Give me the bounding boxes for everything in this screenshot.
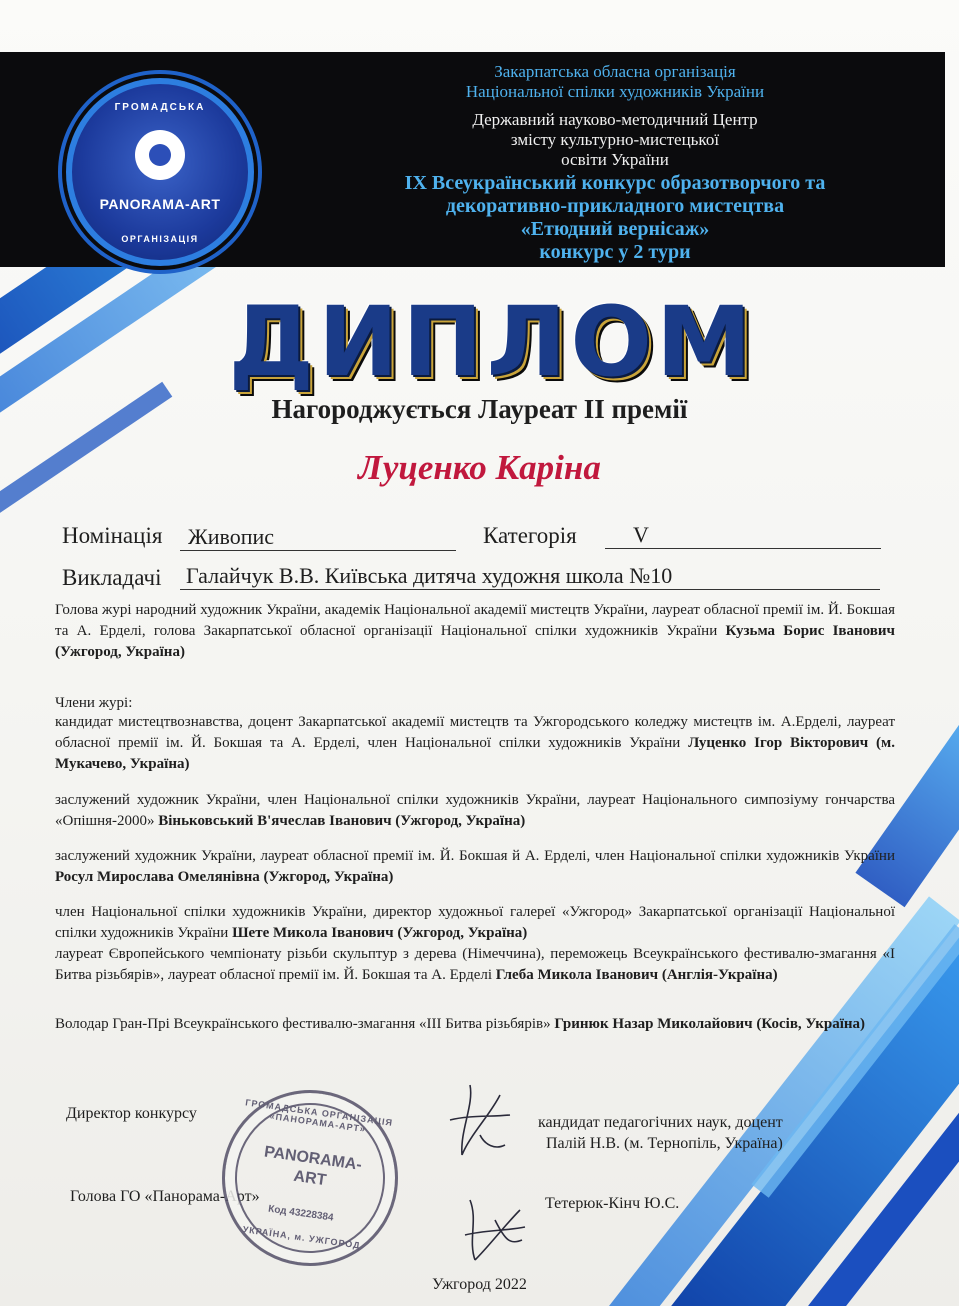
- stamp-city: УКРАЇНА, м. УЖГОРОД: [242, 1224, 362, 1251]
- jury-member-2-text: заслужений художник України, член Національної спілки художників України, лауреат Національного симпозіуму гончарства «Опішня-2000»: [55, 792, 895, 829]
- jury-member-4: [55, 902, 895, 944]
- jury-members-title: Члени журі:: [55, 695, 133, 711]
- nomination-label: Номінація: [62, 523, 163, 548]
- category-value: V: [605, 522, 881, 549]
- winner-name: Луценко Каріна: [358, 448, 601, 487]
- award-line: Нагороджується Лауреат II премії: [271, 394, 688, 424]
- logo-top-text: ГРОМАДСЬКА: [114, 102, 206, 113]
- jury-member-1-text: кандидат мистецтвознавства, доцент Закарпатської академії мистецтв та Ужгородського коледжу мистецтв ім. А.Ерделі, лауреат обласної премії ім. Й. Бокшая та А. Ерделі, член Національної спілки художників України: [55, 714, 895, 751]
- jury-member-5-text: лауреат Європейського чемпіонату різьби скульптур з дерева (Німеччина), переможець Всеукраїнського фестивалю-змагання «І Битва різьбярів», лауреат обласної премії ім. Й. Бокшая та А. Ерделі: [55, 946, 895, 983]
- director-name-line-1: кандидат педагогічних наук, доцент: [538, 1114, 783, 1131]
- swirl-icon: [135, 130, 185, 180]
- jury-member-1: [55, 712, 895, 775]
- jury-member-4-name: Шете Микола Іванович (Ужгород, Україна): [232, 925, 528, 941]
- jury-member-3-name: Росул Мирослава Омелянівна (Ужгород, Україна): [55, 869, 394, 885]
- stamp-center: [260, 1142, 363, 1195]
- stamp-center-line-1: PANORAMA-: [263, 1143, 363, 1174]
- center-line-1: Державний науково-методичний Центр: [472, 110, 758, 129]
- stamp-code: Код 43228384: [267, 1203, 335, 1224]
- director-signature: [440, 1075, 530, 1175]
- jury-member-4-text: член Національної спілки художників України, директор художньої галереї «Ужгород» Закарпатської організації Національної спілки художників України: [55, 904, 895, 941]
- place-year: Ужгород 2022: [432, 1276, 527, 1293]
- organizer-line-2: Національної спілки художників України: [465, 82, 765, 101]
- jury-member-5: [55, 944, 895, 986]
- head-name: Тетерюк-Кінч Ю.С.: [545, 1195, 680, 1212]
- director-label: Директор конкурсу: [66, 1105, 197, 1122]
- jury-member-3: [55, 846, 895, 888]
- jury-member-2-name: Віньковський В'ячеслав Іванович (Ужгород, Україна): [158, 813, 526, 829]
- jury-head: [55, 600, 895, 663]
- panorama-art-logo: [66, 78, 254, 266]
- organizer-line-1: Закарпатська обласна організація: [494, 62, 736, 81]
- head-label: Голова ГО «Панорама-Арт»: [70, 1188, 260, 1205]
- jury-member-6-text: Володар Гран-Прі Всеукраїнського фестивалю-змагання «ІІІ Битва різьбярів»: [55, 1016, 555, 1032]
- diploma-title: ДИПЛОМ: [228, 286, 756, 398]
- center-line-3: освіти України: [561, 150, 669, 169]
- center-line-2: змісту культурно-мистецької: [510, 130, 720, 149]
- stamp-ring-text: ГРОМАДСЬКА ОРГАНІЗАЦІЯ «ПАНОРАМА-АРТ»: [244, 1097, 394, 1135]
- jury-member-1-name: Луценко Ігор Вікторович (м. Мукачево, Україна): [55, 735, 895, 772]
- category-label: Категорія: [483, 523, 577, 548]
- jury-member-6-name: Гринюк Назар Миколайович (Косів, Україна): [554, 1016, 865, 1032]
- teachers-value: Галайчук В.В. Київська дитяча художня школа №10: [180, 563, 880, 590]
- contest-line-2: декоративно-прикладного мистецтва: [445, 195, 785, 217]
- organizer-block: [300, 62, 930, 102]
- logo-name: PANORAMA-ART: [99, 196, 221, 212]
- jury-head-text: Голова журі народний художник України, академік Національної академії мистецтв України, лауреат обласної премії ім. Й. Бокшая та А. Ерделі, голова Закарпатської обласної організації Національної спілки художників України: [55, 602, 895, 639]
- teachers-label: Викладачі: [62, 565, 162, 590]
- jury-member-3-text: заслужений художник України, лауреат обласної премії ім. Й. Бокшая й А. Ерделі, член Національної спілки художників України: [55, 848, 895, 864]
- contest-line-3: «Етюдний вернісаж»: [520, 218, 710, 240]
- jury-head-name: Кузьма Борис Іванович (Ужгород, Україна): [55, 623, 895, 660]
- center-block: [300, 110, 930, 170]
- director-name-line-2: Палій Н.В. (м. Тернопіль, Україна): [546, 1135, 783, 1152]
- head-signature: [450, 1185, 540, 1270]
- director-name: [538, 1112, 783, 1154]
- jury-member-5-name: Глеба Микола Іванович (Англія-Україна): [495, 967, 778, 983]
- contest-line-1: IX Всеукраїнський конкурс образотворчого та: [404, 172, 826, 194]
- stamp-center-line-2: ART: [292, 1167, 328, 1190]
- logo-bottom-text: ОРГАНІЗАЦІЯ: [121, 234, 199, 244]
- contest-line-4: конкурс у 2 тури: [539, 241, 691, 263]
- nomination-value: Живопис: [180, 524, 456, 551]
- contest-block: [300, 172, 930, 264]
- jury-member-2: [55, 790, 895, 832]
- jury-member-6: [55, 1014, 895, 1035]
- organization-stamp: [211, 1079, 410, 1278]
